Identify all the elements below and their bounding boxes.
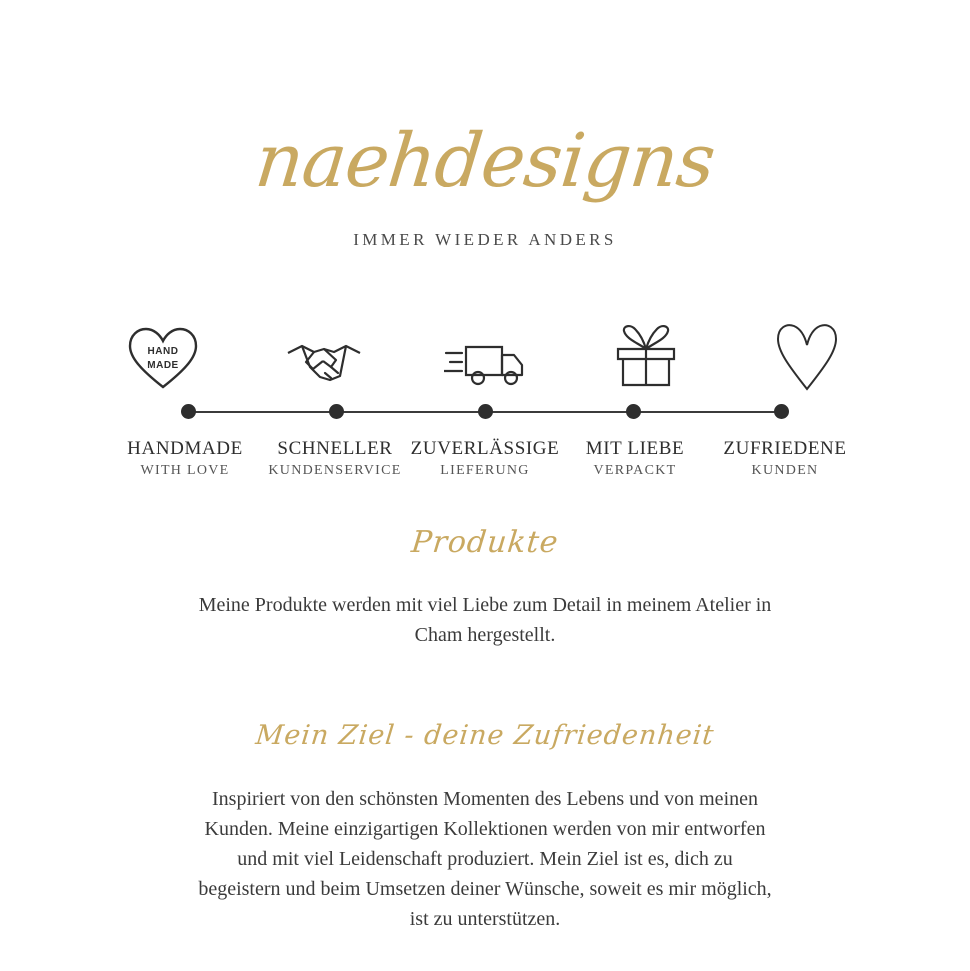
feature-label-line2: VERPACKT xyxy=(593,463,677,478)
handmade-heart-icon xyxy=(122,305,204,393)
feature-label-handmade xyxy=(110,437,260,479)
feature-label-line1: SCHNELLER xyxy=(277,438,393,459)
section-mein-ziel xyxy=(0,720,970,934)
feature-label-line1: HANDMADE xyxy=(127,438,243,459)
feature-label-line2: KUNDENSERVICE xyxy=(268,463,402,478)
feature-label-lieferung xyxy=(410,437,560,479)
timeline-dot xyxy=(774,404,789,419)
delivery-truck-icon xyxy=(444,305,526,393)
timeline-dot xyxy=(329,404,344,419)
gift-box-icon xyxy=(605,305,687,393)
timeline-dots xyxy=(110,401,860,419)
brand-header xyxy=(0,118,970,250)
feature-label-row xyxy=(110,437,860,479)
timeline-dot xyxy=(181,404,196,419)
handshake-icon xyxy=(283,305,365,393)
feature-timeline xyxy=(110,401,860,423)
svg-text:HAND: HAND xyxy=(147,346,179,357)
feature-icon-row xyxy=(110,305,860,393)
feature-label-service xyxy=(260,437,410,479)
feature-label-kunden xyxy=(710,437,860,479)
timeline-dot xyxy=(478,404,493,419)
section-produkte xyxy=(0,525,970,650)
svg-text:MADE: MADE xyxy=(147,360,179,371)
brand-tagline: IMMER WIEDER ANDERS xyxy=(353,230,617,249)
section-body: Meine Produkte werden mit viel Liebe zum Detail in meinem Atelier in Cham hergestellt. xyxy=(198,594,772,646)
feature-label-line1: ZUVERLÄSSIGE xyxy=(410,438,560,459)
feature-label-line1: MIT LIEBE xyxy=(585,438,685,459)
feature-label-line1: ZUFRIEDENE xyxy=(723,438,847,459)
heart-icon xyxy=(766,305,848,393)
feature-strip xyxy=(110,305,860,495)
feature-label-line2: LIEFERUNG xyxy=(440,463,530,478)
timeline-dot xyxy=(626,404,641,419)
feature-label-line2: KUNDEN xyxy=(751,463,819,478)
section-title: Produkte xyxy=(409,525,561,560)
feature-label-line2: WITH LOVE xyxy=(140,463,230,478)
feature-label-verpackt xyxy=(560,437,710,479)
section-title: Mein Ziel - deine Zufriedenheit xyxy=(254,720,716,751)
brand-logo: naehdesigns xyxy=(251,118,719,204)
section-body: Inspiriert von den schönsten Momenten des Lebens und von meinen Kunden. Meine einzigartigen Kollektionen werden von mir entworfen und mit viel Leidenschaft produziert. Mein Ziel ist es, dich zu begeistern und beim Umsetzen deiner Wünsche, soweit es mir möglich, ist zu unterstützen. xyxy=(198,788,772,930)
